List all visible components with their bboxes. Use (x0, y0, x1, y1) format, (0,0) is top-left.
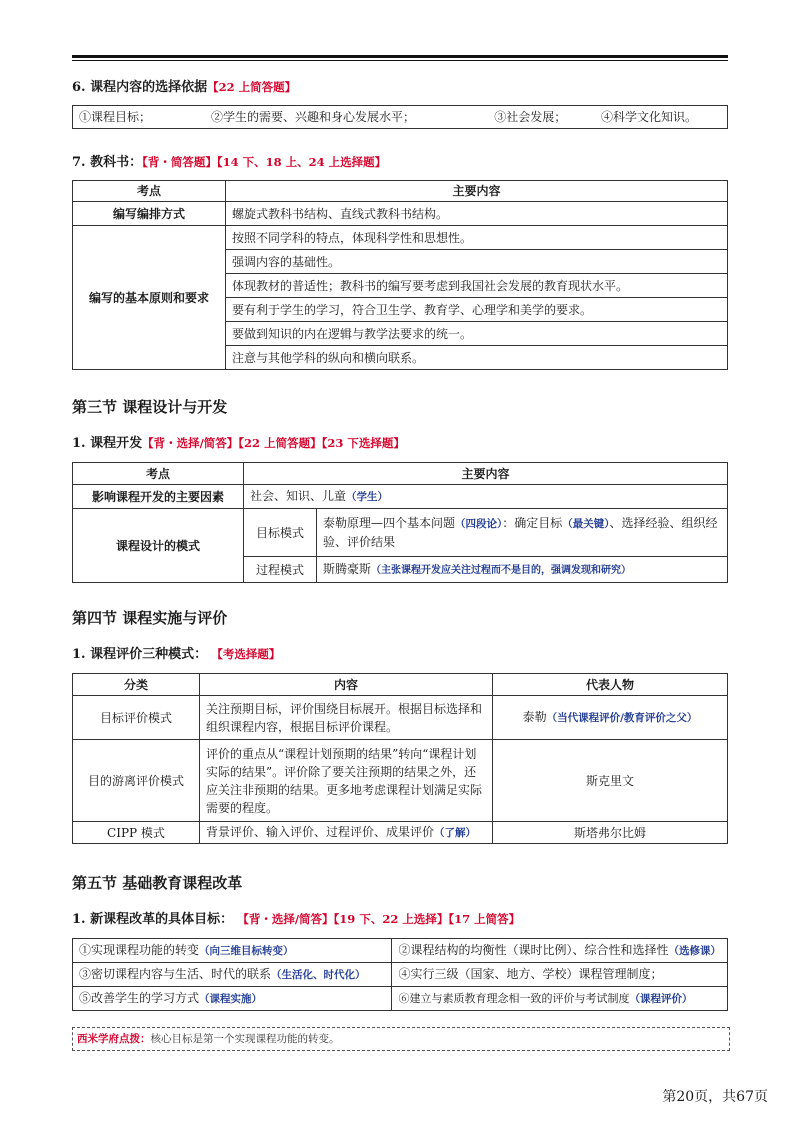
col-header: 内容 (200, 674, 493, 696)
model-text: 、选择经验、组织经验、评价结果 (323, 516, 718, 549)
model-content: 关注预期目标，评价围绕目标展开。根据目标选择和组织课程内容，根据目标评价课程。 (200, 696, 493, 740)
heading-text: 1. 课程开发 (72, 436, 143, 451)
principle-item: 强调内容的基础性。 (226, 250, 728, 274)
model-content (200, 822, 493, 844)
model-name: 目的游离评价模式 (73, 740, 200, 822)
goal-text: ②课程结构的均衡性（课时比例）、综合性和选择性 (398, 943, 669, 957)
principle-item: 体现教材的普适性；教科书的编写要考虑到我国社会发展的教育现状水平。 (226, 274, 728, 298)
section-title: 第四节 课程实施与评价 (72, 609, 228, 627)
tip-text: 核心目标是第一个实现课程功能的转变。 (150, 1033, 340, 1045)
exam-tag: 【背・简答题】【14 下、18 上、24 上选择题】 (142, 155, 387, 169)
principle-item: 要做到知识的内在逻辑与教学法要求的统一。 (226, 322, 728, 346)
basis-box (72, 105, 728, 129)
course-design-table (72, 462, 728, 583)
page-number: 第20页，共67页 (662, 1089, 768, 1105)
goal-cell (392, 939, 728, 963)
textbook-table (72, 180, 728, 370)
heading-reform-goals (72, 908, 520, 927)
row-label: 课程设计的模式 (73, 509, 244, 583)
model-person: 斯塔弗尔比姆 (493, 822, 728, 844)
heading-text: 1. 新课程改革的具体目标： (72, 912, 234, 927)
goal-note: （生活化、时代化） (271, 969, 366, 981)
row-label: 编写编排方式 (73, 202, 226, 226)
goal-cell (73, 963, 392, 987)
model-name: CIPP 模式 (73, 822, 200, 844)
model-name: 过程模式 (244, 557, 317, 583)
model-text: 泰勒原理—四个基本问题 (323, 516, 456, 530)
model-note: （主张课程开发应关注过程而不是目的，强调发现和研究） (371, 564, 632, 576)
exam-tag: 【22 上简答题】 (207, 80, 297, 94)
heading-text: 1. 课程评价三种模式： (72, 647, 208, 662)
header-rule-thick (72, 55, 728, 58)
content-note: （了解） (434, 827, 477, 839)
col-header: 考点 (73, 181, 226, 202)
model-name: 目标模式 (244, 509, 317, 557)
goal-cell (73, 987, 392, 1011)
principle-item: 注意与其他学科的纵向和横向联系。 (226, 346, 728, 370)
basis-item: ③社会发展； (494, 110, 567, 124)
factor-note: （学生） (346, 491, 389, 503)
model-content (317, 509, 728, 557)
exam-tag: 【考选择题】 (217, 647, 281, 661)
goal-text: ③密切课程内容与生活、时代的联系 (79, 967, 272, 981)
section-title: 第五节 基础教育课程改革 (72, 874, 243, 892)
model-person: 斯克里文 (493, 740, 728, 822)
model-note: （四段论） (455, 518, 503, 530)
heading-course-content-basis (72, 76, 296, 95)
exam-tag: 【背・选择/简答】【19 下、22 上选择】【17 上简答】 (243, 912, 521, 926)
section-title: 第三节 课程设计与开发 (72, 398, 228, 416)
reform-goals-table (72, 938, 728, 1011)
goal-cell (392, 963, 728, 987)
person-name: 泰勒 (522, 710, 547, 724)
header-rule-thin (72, 60, 728, 61)
content-text: 背景评价、输入评价、过程评价、成果评价 (206, 825, 435, 839)
row-label: 编写的基本原则和要求 (73, 226, 226, 370)
heading-textbook (72, 151, 386, 170)
model-text: ：确定目标 (502, 516, 563, 530)
row-content: 螺旋式教科书结构、直线式教科书结构。 (226, 202, 728, 226)
heading-text: 6. 课程内容的选择依据 (72, 80, 208, 95)
evaluation-table (72, 673, 728, 844)
basis-item: ①课程目标； (79, 110, 152, 124)
model-person (493, 696, 728, 740)
goal-note: （向三维目标转变） (199, 945, 294, 957)
model-content: 评价的重点从“课程计划预期的结果”转向“课程计划实际的结果”。评价除了要关注预期的结果之外，还应关注非预期的结果。更多地考虑课程计划满足实际需要的程度。 (200, 740, 493, 822)
col-header: 代表人物 (493, 674, 728, 696)
heading-evaluation-models (72, 643, 280, 662)
goal-text: ⑥建立与素质教育理念相一致的评价与考试制度 (398, 991, 630, 1005)
exam-tag: 【背・选择/简答】【22 上简答题】【23 下选择题】 (142, 436, 405, 450)
row-label: 影响课程开发的主要因素 (73, 485, 244, 509)
goal-note: （课程评价） (629, 992, 693, 1005)
col-header: 考点 (73, 463, 244, 485)
model-name: 目标评价模式 (73, 696, 200, 740)
heading-text: 7. 教科书： (72, 155, 143, 170)
heading-course-development (72, 432, 405, 451)
basis-item: ②学生的需要、兴趣和身心发展水平； (211, 110, 416, 124)
goal-note: （选修课） (668, 945, 721, 957)
col-header: 主要内容 (244, 463, 728, 485)
col-header: 分类 (73, 674, 200, 696)
col-header: 主要内容 (226, 181, 728, 202)
basis-item: ④科学文化知识。 (601, 110, 698, 124)
principle-item: 要有利于学生的学习，符合卫生学、教育学、心理学和美学的要求。 (226, 298, 728, 322)
model-text: 斯腾豪斯 (323, 561, 372, 576)
goal-text: ④实行三级（国家、地方、学校）课程管理制度； (398, 967, 663, 981)
model-content (317, 557, 728, 583)
goal-text: ⑤改善学生的学习方式 (79, 991, 200, 1005)
factor-text: 社会、知识、儿童 (250, 489, 347, 503)
row-content (244, 485, 728, 509)
goal-text: ①实现课程功能的转变 (79, 943, 200, 957)
principle-item: 按照不同学科的特点，体现科学性和思想性。 (226, 226, 728, 250)
goal-note: （课程实施） (199, 993, 263, 1005)
tip-box (72, 1027, 730, 1051)
person-note: （当代课程评价/教育评价之父） (546, 712, 698, 724)
model-note: （最关键） (562, 518, 610, 530)
tip-label: 西米学府点拨： (77, 1033, 151, 1045)
goal-cell (392, 987, 728, 1011)
goal-cell (73, 939, 392, 963)
